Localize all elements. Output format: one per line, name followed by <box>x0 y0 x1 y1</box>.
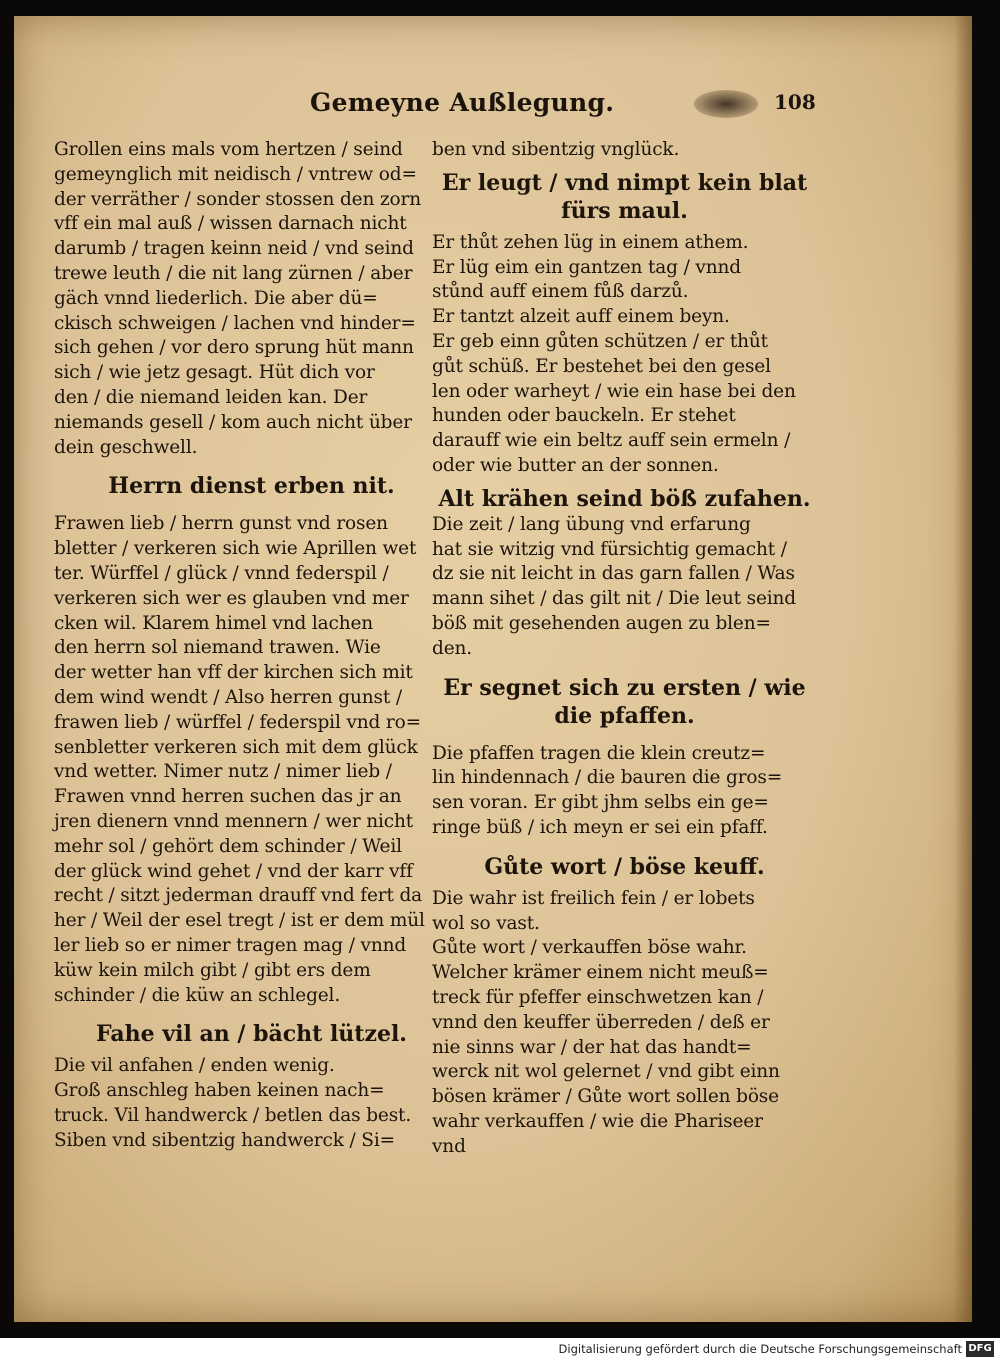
text-line: gůt schüß. Er bestehet bei den gesel <box>432 355 771 377</box>
text-line: Er lüg eim ein gantzen tag / vnnd <box>432 256 741 278</box>
text-line: mann sihet / das gilt nit / Die leut seind <box>432 588 796 610</box>
text-line: Die pfaffen tragen die klein creutz= <box>432 742 766 764</box>
section-heading: Er leugt / vnd nimpt kein blat <box>441 169 808 196</box>
text-line: ringe büß / ich meyn er sei ein pfaff. <box>432 816 768 838</box>
text-line: schinder / die küw an schlegel. <box>54 984 341 1006</box>
text-line: stůnd auff einem fůß darzů. <box>432 281 689 303</box>
text-line: darumb / tragen keinn neid / vnd seind <box>54 238 414 260</box>
text-line: treck für pfeffer einschwetzen kan / <box>432 986 764 1008</box>
ink-stain <box>694 90 758 118</box>
right-paragraph-2 <box>432 513 817 662</box>
right-paragraph-3 <box>432 742 817 841</box>
text-line: nie sinns war / der hat das handt= <box>432 1036 752 1058</box>
text-line: dem wind wendt / Also herren gunst / <box>54 686 402 708</box>
text-line: bletter / verkeren sich wie Aprillen wet <box>54 538 417 560</box>
text-line: Frawen lieb / herrn gunst vnd rosen <box>54 513 388 535</box>
text-line: lin hindennach / die bauren die gros= <box>432 767 783 789</box>
text-line: wol so vast. <box>432 912 540 934</box>
text-line: darauff wie ein beltz auff sein ermeln / <box>432 430 791 452</box>
text-line: ckisch schweigen / lachen vnd hinder= <box>54 312 416 334</box>
dfg-logo: DFG <box>966 1341 994 1357</box>
text-line: ben vnd sibentzig vnglück. <box>432 139 680 160</box>
right-paragraph-4 <box>432 887 817 1160</box>
text-line: ler lieb so er nimer tragen mag / vnnd <box>54 934 407 956</box>
text-line: Grollen eins mals vom hertzen / seind <box>54 139 403 160</box>
text-line: Groß anschleg haben keinen nach= <box>54 1080 385 1102</box>
text-line: Die vil anfahen / enden wenig. <box>54 1055 335 1077</box>
text-line: Er thůt zehen lüg in einem athem. <box>432 231 749 253</box>
text-line: vnnd den keuffer überreden / deß er <box>432 1011 770 1033</box>
text-line: der wetter han vff der kirchen sich mit <box>54 662 413 684</box>
text-line: Welcher krämer einem nicht meuß= <box>432 962 769 984</box>
text-line: gemeynglich mit neidisch / vntrew od= <box>54 163 417 185</box>
text-line: trewe leuth / die nit lang zürnen / aber <box>54 262 413 284</box>
text-line: niemands gesell / kom auch nicht über <box>54 411 412 433</box>
text-line: jren dienern vnnd mennern / wer nicht <box>54 810 414 832</box>
text-line: sich / wie jetz gesagt. Hüt dich vor <box>54 362 375 384</box>
section-heading: Er segnet sich zu ersten / wie <box>443 674 806 701</box>
text-line: truck. Vil handwerck / betlen das best. <box>54 1104 412 1126</box>
text-line: dein geschwell. <box>54 436 198 458</box>
text-line: bösen krämer / Gůte wort sollen böse <box>432 1086 779 1108</box>
text-line: vnd <box>432 1135 466 1157</box>
text-line: werck nit wol gelernet / vnd gibt einn <box>432 1061 780 1083</box>
text-line: den herrn sol niemand trawen. Wie <box>54 637 381 659</box>
text-line: her / Weil der esel tregt / ist er dem mül <box>54 910 425 932</box>
text-line: mehr sol / gehört dem schinder / Weil <box>54 835 402 857</box>
text-line: oder wie butter an der sonnen. <box>432 454 719 476</box>
left-column <box>54 138 449 1153</box>
section-heading: Herrn dienst erben nit. <box>108 473 395 500</box>
text-line: der verräther / sonder stossen den zorn <box>54 188 422 210</box>
text-line: len oder warheyt / wie ein hase bei den <box>432 380 796 402</box>
text-line: hunden oder bauckeln. Er stehet <box>432 405 736 427</box>
funding-credit: Digitalisierung gefördert durch die Deutsche Forschungsgemeinschaft <box>558 1342 962 1356</box>
folio-number: 108 <box>774 90 816 114</box>
text-line: cken wil. Klarem himel vnd lachen <box>54 612 374 634</box>
left-paragraph-1 <box>54 138 449 460</box>
text-line: böß mit gesehenden augen zu blen= <box>432 612 771 634</box>
text-line: Siben vnd sibentzig handwerck / Si= <box>54 1129 395 1151</box>
text-line: verkeren sich wer es glauben vnd mer <box>54 587 409 609</box>
book-page <box>14 16 972 1322</box>
page-edge-shadow <box>954 16 972 1322</box>
page-header <box>14 88 972 128</box>
section-heading: fürs maul. <box>561 197 688 224</box>
right-column <box>432 138 817 1160</box>
left-paragraph-2 <box>54 512 449 1008</box>
text-line: vff ein mal auß / wissen darnach nicht <box>54 213 407 235</box>
left-paragraph-3 <box>54 1054 449 1153</box>
text-line: wahr verkauffen / wie die Phariseer <box>432 1110 763 1132</box>
text-line: hat sie witzig vnd fürsichtig gemacht / <box>432 538 787 560</box>
text-line: frawen lieb / würffel / federspil vnd ro= <box>54 711 421 733</box>
text-line: Die wahr ist freilich fein / er lobets <box>432 887 755 909</box>
text-line: den. <box>432 637 472 659</box>
running-title: Gemeyne Außlegung. <box>310 88 615 117</box>
text-line: Er geb einn gůten schützen / er thůt <box>432 330 768 352</box>
text-line: küw kein milch gibt / gibt ers dem <box>54 959 371 981</box>
text-line: den / die niemand leiden kan. Der <box>54 386 368 408</box>
text-line: gäch vnnd liederlich. Die aber dü= <box>54 287 378 309</box>
section-heading: die pfaffen. <box>554 702 695 729</box>
right-paragraph-1 <box>432 231 817 479</box>
section-heading: Fahe vil an / bächt lützel. <box>96 1021 407 1048</box>
section-heading: Alt krähen seind böß zufahen. <box>438 485 811 512</box>
text-line: ter. Würffel / glück / vnnd federspil / <box>54 562 389 584</box>
text-line: sen voran. Er gibt jhm selbs ein ge= <box>432 792 769 814</box>
text-line: dz sie nit leicht in das garn fallen / Was <box>432 563 795 585</box>
text-line: Die zeit / lang übung vnd erfarung <box>432 513 751 535</box>
text-line: Er tantzt alzeit auff einem beyn. <box>432 306 730 328</box>
text-line: Gůte wort / verkauffen böse wahr. <box>432 937 747 959</box>
text-line: sich gehen / vor dero sprung hüt mann <box>54 337 414 359</box>
text-line: der glück wind gehet / vnd der karr vff <box>54 860 413 882</box>
digitization-footer <box>0 1338 1000 1361</box>
text-line: Frawen vnnd herren suchen das jr an <box>54 786 402 808</box>
text-line: senbletter verkeren sich mit dem glück <box>54 736 418 758</box>
text-line: recht / sitzt jederman drauff vnd fert da <box>54 885 423 907</box>
section-heading: Gůte wort / böse keuff. <box>484 853 765 880</box>
text-line: vnd wetter. Nimer nutz / nimer lieb / <box>54 761 392 783</box>
